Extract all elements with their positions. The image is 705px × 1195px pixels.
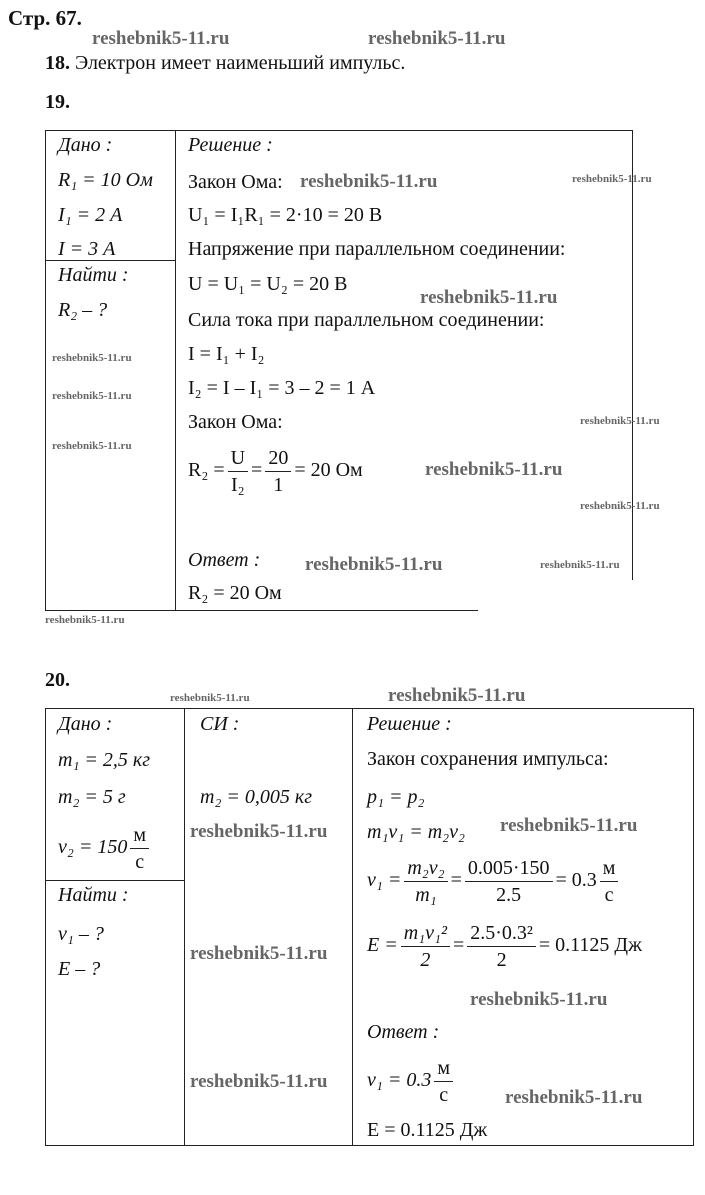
given-item: m₁ = 2,5 кг <box>58 749 151 771</box>
watermark: reshebnik5-11.ru <box>540 559 620 571</box>
find-item: R₂ – ? <box>58 299 108 321</box>
watermark: reshebnik5-11.ru <box>300 171 438 192</box>
numerator: 0.005·150 <box>465 855 553 882</box>
answer-title: Ответ : <box>188 549 261 571</box>
solution-line: Напряжение при параллельном соединении: <box>188 238 566 260</box>
formula-lhs: E = <box>367 934 398 957</box>
watermark: reshebnik5-11.ru <box>305 554 443 575</box>
table20-given-divider <box>45 880 184 881</box>
watermark: reshebnik5-11.ru <box>425 459 563 480</box>
solution-line: Закон сохранения импульса: <box>367 748 609 770</box>
table20-col-divider <box>184 708 185 1146</box>
watermark: reshebnik5-11.ru <box>572 173 652 185</box>
find-item: v₁ – ? <box>58 923 104 945</box>
solution-line: I₂ = I – I₁ = 3 – 2 = 1 А <box>188 377 376 399</box>
watermark: reshebnik5-11.ru <box>388 685 526 706</box>
answer-v1 <box>367 1055 456 1108</box>
numerator: m₁v₁² <box>401 920 450 947</box>
table20-bottom-border <box>45 1145 694 1146</box>
solution-line: m₁v₁ = m₂v₂ <box>367 821 465 843</box>
equals: = <box>450 869 462 892</box>
unit-fraction <box>434 1055 453 1108</box>
formula-rhs: = 0.1125 Дж <box>538 934 642 957</box>
given-title: Дано : <box>58 713 113 735</box>
watermark: reshebnik5-11.ru <box>52 352 132 364</box>
numerator: м <box>434 1055 453 1082</box>
formula-lhs: v₂ = 150 <box>58 836 128 859</box>
watermark: reshebnik5-11.ru <box>500 815 638 836</box>
formula-v1 <box>367 855 621 908</box>
unit-fraction <box>600 855 619 908</box>
answer: R₂ = 20 Ом <box>188 582 282 604</box>
watermark: reshebnik5-11.ru <box>190 821 328 842</box>
numerator: 2.5·0.3² <box>467 920 536 947</box>
fraction <box>265 445 291 498</box>
table19-left-border <box>45 130 46 611</box>
watermark: reshebnik5-11.ru <box>190 1071 328 1092</box>
denominator: m₁ <box>415 884 437 906</box>
answer-e: E = 0.1125 Дж <box>367 1119 488 1141</box>
q18-number: 18. <box>45 52 70 74</box>
si-title: СИ : <box>200 713 240 735</box>
equals: = <box>251 459 263 482</box>
denominator: 2 <box>496 949 507 971</box>
solution-title: Решение : <box>188 134 273 156</box>
q20-number: 20. <box>45 669 70 691</box>
given-item: I = 3 А <box>58 238 116 260</box>
fraction <box>404 855 447 908</box>
watermark: reshebnik5-11.ru <box>52 390 132 402</box>
denominator: с <box>604 884 614 906</box>
solution-line: U₁ = I₁R₁ = 2·10 = 20 В <box>188 204 383 226</box>
fraction <box>465 855 553 908</box>
solution-line: Закон Ома: <box>188 171 283 193</box>
table19-right-border <box>632 130 633 580</box>
solution-line: Закон Ома: <box>188 411 283 433</box>
find-title: Найти : <box>58 884 129 906</box>
table20-top-border <box>45 708 694 709</box>
given-item: R₁ = 10 Ом <box>58 169 153 191</box>
formula-lhs: R₂ = <box>188 459 225 482</box>
watermark: reshebnik5-11.ru <box>580 415 660 427</box>
watermark: reshebnik5-11.ru <box>190 943 328 964</box>
fraction <box>228 445 248 498</box>
denominator: 2 <box>420 949 431 971</box>
watermark: reshebnik5-11.ru <box>92 28 230 49</box>
solution-line: p₁ = p₂ <box>367 786 425 808</box>
solution-title: Решение : <box>367 713 452 735</box>
table20-col-divider <box>352 708 353 1146</box>
formula-lhs: v₁ = <box>367 869 402 892</box>
solution-line: I = I₁ + I₂ <box>188 343 265 365</box>
denominator: I₂ <box>231 474 245 496</box>
unit-fraction <box>130 822 149 875</box>
fraction <box>467 920 536 973</box>
solution-line: U = U₁ = U₂ = 20 В <box>188 273 348 295</box>
denominator: 2.5 <box>496 884 522 906</box>
find-title: Найти : <box>58 264 129 286</box>
table19-col-divider <box>175 130 176 611</box>
denominator: с <box>439 1084 449 1106</box>
watermark: reshebnik5-11.ru <box>420 287 558 308</box>
watermark: reshebnik5-11.ru <box>580 500 660 512</box>
solution-line: Сила тока при параллельном соединении: <box>188 309 545 331</box>
table20-left-border <box>45 708 46 1146</box>
equals: = <box>452 934 465 957</box>
watermark: reshebnik5-11.ru <box>470 989 608 1010</box>
numerator: 20 <box>265 445 291 472</box>
table19-bottom-border <box>45 610 478 611</box>
fraction <box>401 920 450 973</box>
q19-number: 19. <box>45 91 70 113</box>
watermark: reshebnik5-11.ru <box>368 28 506 49</box>
q18 <box>45 51 405 75</box>
denominator: 1 <box>273 474 284 496</box>
q18-answer: Электрон имеет наименьший импульс. <box>75 52 406 74</box>
formula-rhs: = 0.3 <box>555 869 597 892</box>
watermark: reshebnik5-11.ru <box>45 614 125 626</box>
given-item: I₁ = 2 А <box>58 204 123 226</box>
numerator: м <box>600 855 619 882</box>
numerator: м <box>130 822 149 849</box>
denominator: с <box>135 851 145 873</box>
si-item: m₂ = 0,005 кг <box>200 786 313 808</box>
table20-right-border <box>693 708 694 1146</box>
watermark: reshebnik5-11.ru <box>52 440 132 452</box>
formula-energy <box>367 920 642 973</box>
formula-rhs: = 20 Ом <box>294 459 363 482</box>
find-item: E – ? <box>58 958 101 980</box>
formula-r2 <box>188 445 363 498</box>
answer-title: Ответ : <box>367 1021 440 1043</box>
given-v2 <box>58 822 152 875</box>
page-number: Стр. 67. <box>8 6 82 30</box>
given-title: Дано : <box>58 134 113 156</box>
watermark: reshebnik5-11.ru <box>170 692 250 704</box>
numerator: U <box>228 445 248 472</box>
given-item: m₂ = 5 г <box>58 786 126 808</box>
table19-top-border <box>45 130 633 131</box>
formula-lhs: v₁ = 0.3 <box>367 1069 432 1092</box>
watermark: reshebnik5-11.ru <box>505 1087 643 1108</box>
numerator: m₂v₂ <box>404 855 447 882</box>
